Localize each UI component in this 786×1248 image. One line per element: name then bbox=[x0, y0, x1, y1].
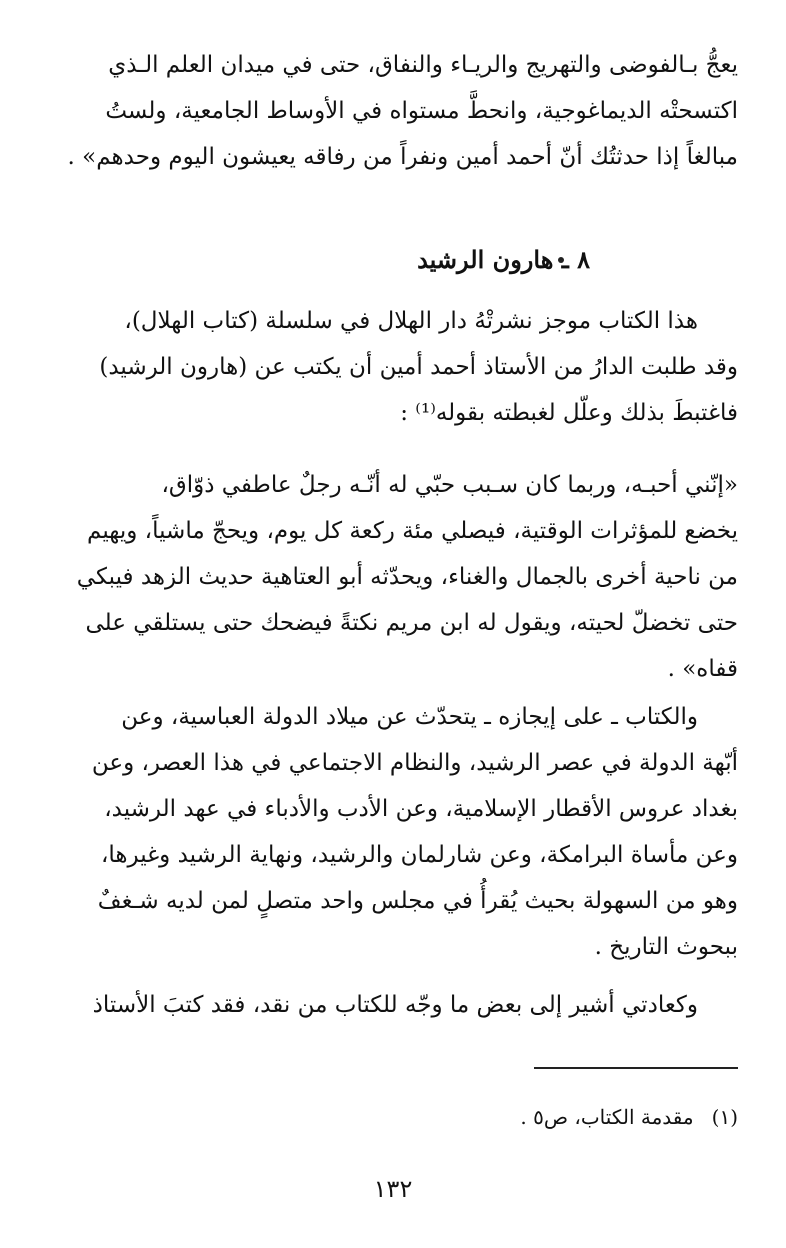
text-line: يعجُّ بـالفوضى والتهريج والريـاء والنفاق، حتى في ميدان العلم الـذي bbox=[108, 52, 738, 78]
text-line: ببحوث التاريخ . bbox=[594, 934, 738, 960]
page-number: ١٣٢ bbox=[373, 1175, 413, 1203]
text-line: وقد طلبت الدارُ من الأستاذ أحمد أمين أن يكتب عن (هارون الرشيد) bbox=[99, 354, 738, 380]
text-line: هذا الكتاب موجز نشرتْهُ دار الهلال في سلسلة (كتاب الهلال)، bbox=[124, 308, 698, 334]
text-line: أبّهة الدولة في عصر الرشيد، والنظام الاجتماعي في هذا العصر، وعن bbox=[91, 750, 738, 776]
text-line: فاغتبطَ بذلك وعلّل لغبطته بقوله⁽¹⁾ : bbox=[400, 400, 738, 426]
text-line: قفاه» . bbox=[667, 656, 738, 682]
paragraph-5 bbox=[62, 982, 738, 1028]
text-line: والكتاب ـ على إيجازه ـ يتحدّث عن ميلاد الدولة العباسية، وعن bbox=[121, 704, 698, 730]
text-line: بغداد عروس الأقطار الإسلامية، وعن الأدب والأدباء في عهد الرشيد، bbox=[104, 796, 738, 822]
text-line: اكتسحتْه الديماغوجية، وانحطَّ مستواه في الأوساط الجامعية، ولستُ bbox=[105, 98, 738, 124]
paragraph-2 bbox=[62, 298, 738, 436]
text-line: «إنّني أحبـه، وربما كان سـبب حبّي له أنّـه رجلٌ عاطفي ذوّاق، bbox=[161, 472, 738, 498]
text-line: وهو من السهولة بحيث يُقرأُ في مجلس واحد متصلٍ لمن لديه شـغفٌ bbox=[97, 888, 738, 914]
text-line: وكعادتي أشير إلى بعض ما وجّه للكتاب من نقد، فقد كتبَ الأستاذ bbox=[92, 992, 698, 1018]
footnote bbox=[200, 1100, 738, 1134]
text-line: حتى تخضلّ لحيته، ويقول له ابن مريم نكتةً فيضحك حتى يستلقي على bbox=[85, 610, 738, 636]
text-line: يخضع للمؤثرات الوقتية، فيصلي مئة ركعة كل يوم، ويحجّ ماشياً، ويهيم bbox=[87, 518, 738, 544]
section-heading: ٨ ـ هارون الرشيد bbox=[417, 245, 590, 274]
paragraph-1 bbox=[62, 42, 738, 180]
paragraph-4 bbox=[62, 694, 738, 970]
footnote-marker: (١) bbox=[711, 1105, 738, 1129]
paragraph-3-quote bbox=[62, 462, 738, 692]
text-line: وعن مأساة البرامكة، وعن شارلمان والرشيد، ونهاية الرشيد وغيرها، bbox=[100, 842, 738, 868]
text-line: مبالغاً إذا حدثتُك أنّ أحمد أمين ونفراً من رفاقه يعيشون اليوم وحدهم» . bbox=[67, 144, 738, 170]
footnote-divider bbox=[534, 1067, 738, 1069]
text-line: من ناحية أخرى بالجمال والغناء، ويحدّثه أبو العتاهية حديث الزهد فيبكي bbox=[76, 564, 738, 590]
footnote-text: مقدمة الكتاب، ص٥ . bbox=[520, 1105, 694, 1129]
